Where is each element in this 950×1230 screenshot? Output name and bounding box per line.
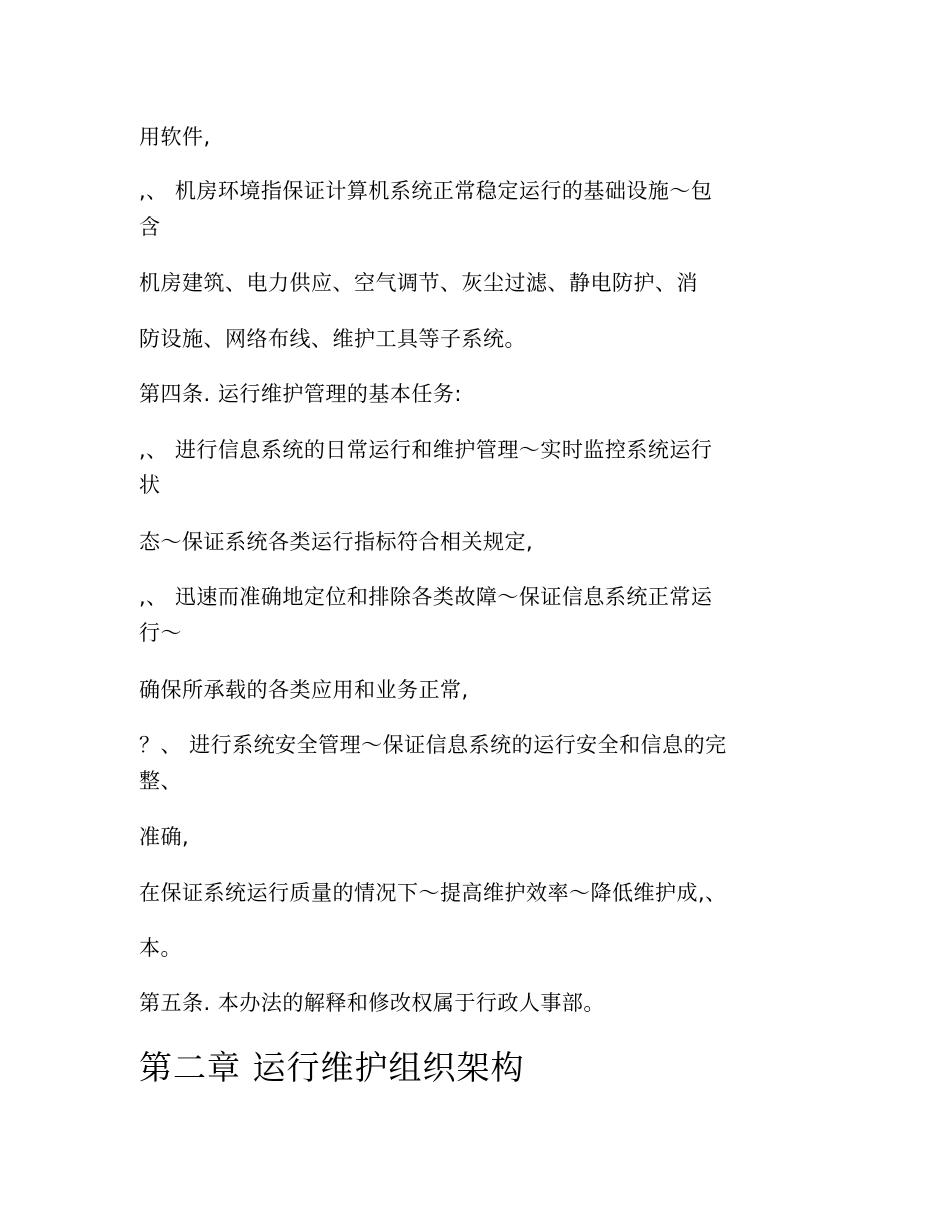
article-four-title: 第四条. 运行维护管理的基本任务:	[139, 382, 462, 406]
text-line: 整、	[139, 769, 182, 793]
text-line: ,、 进行信息系统的日常运行和维护管理～实时监控系统运行	[139, 438, 713, 462]
text-line: 状	[139, 473, 161, 497]
text-line: 准确,	[139, 825, 190, 849]
text-line: 防设施、网络布线、维护工具等子系统。	[139, 327, 526, 351]
text-line: 确保所承载的各类应用和业务正常,	[139, 678, 469, 702]
text-line: 本。	[139, 936, 182, 960]
text-line: 用软件,	[139, 125, 211, 149]
text-line: 机房建筑、电力供应、空气调节、灰尘过滤、静电防护、消	[139, 271, 698, 295]
text-line: 在保证系统运行质量的情况下～提高维护效率～降低维护成,、	[139, 881, 727, 905]
chapter-heading: 第二章 运行维护组织架构	[139, 1048, 525, 1087]
text-line: ,、 迅速而准确地定位和排除各类故障～保证信息系统正常运	[139, 585, 713, 609]
text-line: 含	[139, 215, 161, 239]
article-five-text: 第五条. 本办法的解释和修改权属于行政人事部。	[139, 991, 605, 1015]
text-line: 态～保证系统各类运行指标符合相关规定,	[139, 530, 534, 554]
text-line: ,、 机房环境指保证计算机系统正常稳定运行的基础设施～包	[139, 179, 713, 203]
text-line: 行～	[139, 621, 182, 645]
text-line: ？、 进行系统安全管理～保证信息系统的运行安全和信息的完	[139, 733, 727, 757]
